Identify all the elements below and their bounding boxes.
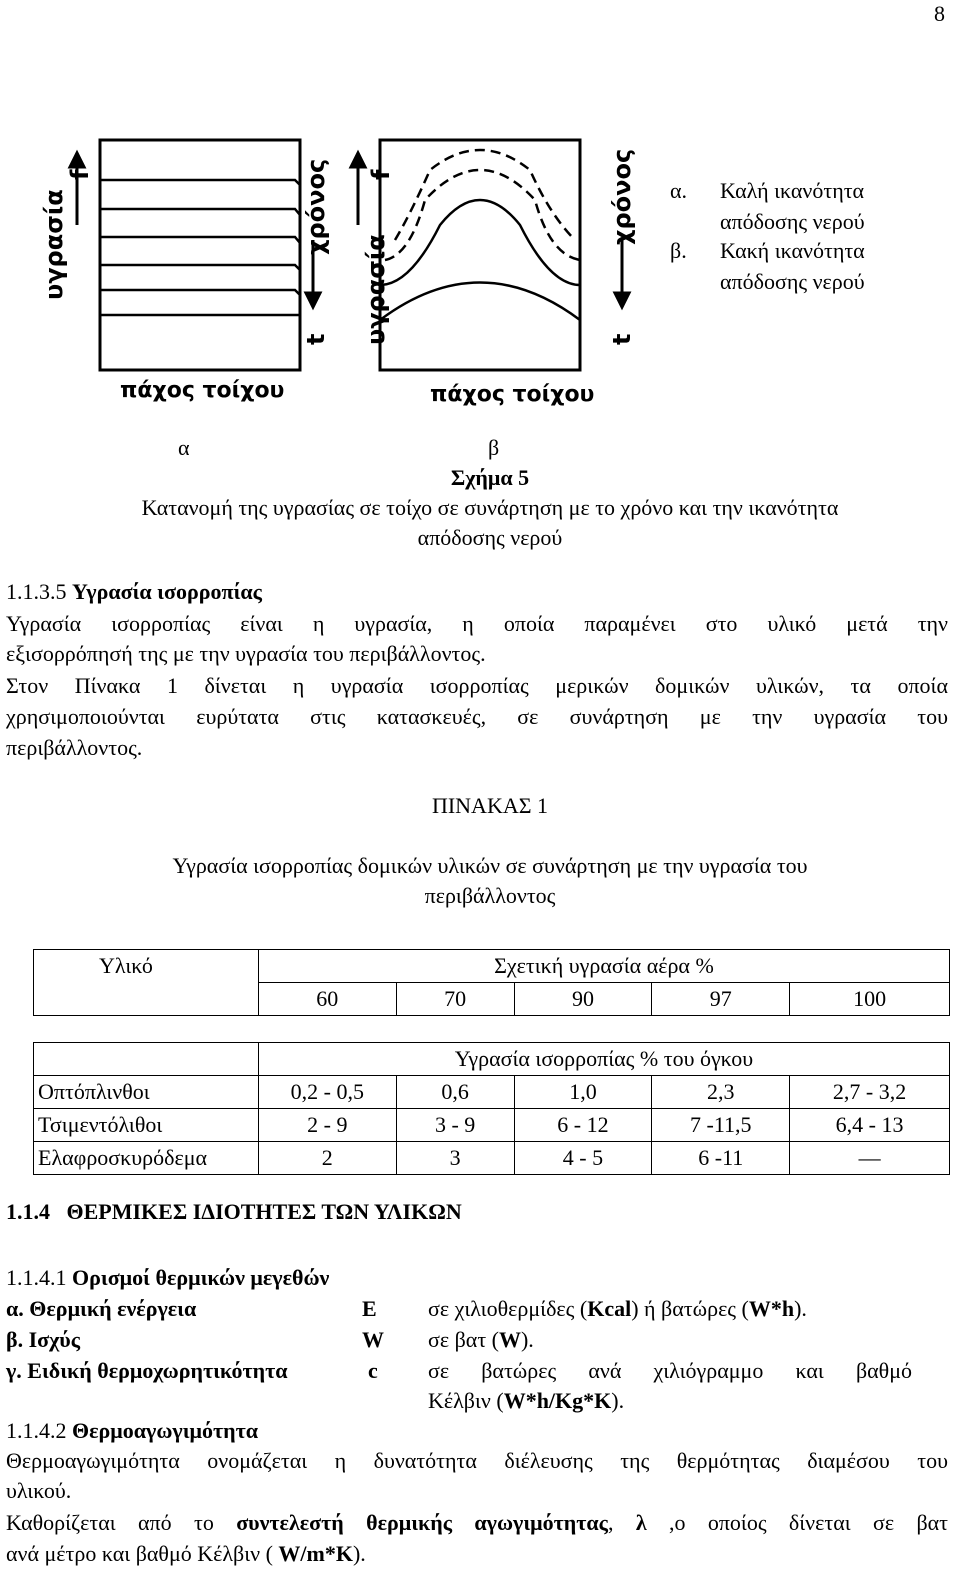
f-label-b: f [367,169,395,180]
unit-symbol: Kcal [587,1296,632,1321]
panel-b-curve-4 [395,150,575,240]
panel-b-curve-1 [380,283,580,321]
paragraph-line: Στον Πίνακα 1 δίνεται η υγρασία ισορροπίας μερικών δομικών υλικών, τα οποία [6,673,948,698]
figure-caption-line2: απόδοσης νερού [417,525,563,550]
table-cell: 7 -11,5 [652,1109,790,1142]
table-cell: 2 [258,1142,396,1175]
table-row [34,1142,950,1175]
panel-a-line-2 [100,290,300,295]
panel-b-curve-3 [385,170,580,260]
panel-a-line-5 [100,209,300,215]
page-number: 8 [934,1,945,26]
table-cell: 0,6 [396,1076,514,1109]
y-axis-label-a: υγρασία [40,189,68,300]
definition-symbol: W [362,1327,384,1352]
table-cell: 6,4 - 13 [790,1109,950,1142]
material-name: Τσιμεντόλιθοι [34,1109,259,1142]
table-title: ΠΙΝΑΚΑΣ 1 [431,793,549,818]
section-number: 1.1.4 [6,1199,50,1224]
section-title: Ορισμοί θερμικών μεγεθών [72,1265,330,1290]
definition-unit [428,1326,534,1354]
paragraph-text: , [607,1510,636,1535]
unit-text: Κέλβιν ( [428,1388,504,1413]
paragraph-line: χρησιμοποιούνται ευρύτατα στις κατασκευές, σε συνάρτηση με την υγρασία του [6,704,948,729]
moisture-distribution-diagram [50,125,660,415]
unit-text: ). [611,1388,625,1413]
panel-a-line-3 [100,265,300,270]
paragraph-text: ,ο οποίος δίνεται σε βατ [646,1510,949,1535]
table-caption-line2: περιβάλλοντος [424,883,556,908]
legend-text-a-1: Καλή ικανότητα [720,178,865,203]
table-cell: 1,0 [514,1076,652,1109]
unit-text: ). [520,1327,534,1352]
header-material: Υλικό [34,950,259,983]
table-cell: 3 [396,1142,514,1175]
legend-marker-b: β. [670,238,687,263]
paragraph-line [6,1540,366,1568]
panel-b-curve-2 [380,200,580,285]
section-1-1-4-1-heading [6,1264,329,1292]
table-cell: 6 -11 [652,1142,790,1175]
unit-text: σε χιλιοθερμίδες ( [428,1296,588,1321]
lambda-symbol: λ [635,1510,647,1535]
unit-text: σε βατ ( [428,1327,499,1352]
table-cell: 6 - 12 [514,1109,652,1142]
t-label-a: t [302,333,330,345]
humidity-level: 70 [396,983,514,1016]
humidity-level: 90 [514,983,652,1016]
paragraph-line [6,1509,948,1537]
paragraph-line: Θερμοαγωγιμότητα ονομάζεται η δυνατότητα διέλευσης της θερμότητας διαμέσου του [6,1448,948,1473]
table-cell: — [790,1142,950,1175]
section-1-1-4-heading [6,1198,462,1226]
subfigure-label-b: β [488,435,500,460]
table-cell: 3 - 9 [396,1109,514,1142]
humidity-level: 100 [790,983,950,1016]
material-name: Ελαφροσκυρόδεμα [34,1142,259,1175]
panel-a [100,140,300,370]
table-cell: 2 - 9 [258,1109,396,1142]
x-axis-label-b: πάχος τοίχου [430,382,595,407]
panel-a-line-4 [100,237,300,243]
subheader-spacer [34,1043,259,1076]
section-title: Θερμοαγωγιμότητα [72,1418,259,1443]
definition-label: β. Ισχύς [6,1327,80,1352]
table-cell: 4 - 5 [514,1142,652,1175]
table-caption-line1: Υγρασία ισορροπίας δομικών υλικών σε συνάρτηση με την υγρασία του [172,853,808,878]
definition-label: γ. Ειδική θερμοχωρητικότητα [6,1358,288,1383]
panel-b [380,140,580,370]
x-axis-label-a: πάχος τοίχου [120,378,285,403]
figure-caption-title: Σχήμα 5 [450,465,530,490]
section-number: 1.1.4.2 [6,1418,67,1443]
table-cell: 2,7 - 3,2 [790,1076,950,1109]
definition-symbol: c [368,1358,378,1383]
panel-b-frame [380,140,580,370]
unit-text: ) ή βατώρες ( [631,1296,749,1321]
definition-symbol: E [362,1296,377,1321]
unit-symbol: W [498,1327,521,1352]
section-title: Υγρασία ισορροπίας [72,579,262,604]
header-humidity: Σχετική υγρασία αέρα % [258,950,949,983]
definition-unit-line2 [428,1387,624,1415]
paragraph-text: Καθορίζεται από το [6,1510,237,1535]
table-cell: 2,3 [652,1076,790,1109]
paragraph-text: ). [352,1541,366,1566]
time-label-b: χρόνος [608,148,636,245]
unit-symbol: W*h/Kg*K [503,1388,612,1413]
section-number: 1.1.3.5 [6,579,67,604]
table-row [34,1109,950,1142]
moisture-table [33,949,950,1175]
legend-marker-a: α. [670,178,688,203]
table-cell: 0,2 - 0,5 [258,1076,396,1109]
unit-symbol: W/m*K [278,1541,353,1566]
humidity-level: 97 [652,983,790,1016]
t-label-b: t [608,333,636,345]
subfigure-label-a: α [178,435,190,460]
paragraph-line: περιβάλλοντος. [6,735,143,760]
section-number: 1.1.4.1 [6,1265,67,1290]
humidity-level: 60 [258,983,396,1016]
paragraph-text: ανά μέτρο και βαθμό Κέλβιν ( [6,1541,279,1566]
subheader-equilibrium: Υγρασία ισορροπίας % του όγκου [258,1043,949,1076]
paragraph-line: εξισορρόπησή της με την υγρασία του περιβάλλοντος. [6,641,486,666]
legend-text-b-2: απόδοσης νερού [720,269,865,294]
time-label-a: χρόνος [302,158,330,255]
figure-caption-line1: Κατανομή της υγρασίας σε τοίχο σε συνάρτηση με το χρόνο και την ικανότητα [141,495,839,520]
term-highlight: συντελεστή θερμικής αγωγιμότητας [236,1510,608,1535]
definition-label: α. Θερμική ενέργεια [6,1296,197,1321]
panel-a-axis [70,153,320,307]
section-title: ΘΕΡΜΙΚΕΣ ΙΔΙΟΤΗΤΕΣ ΤΩΝ ΥΛΙΚΩΝ [66,1199,462,1224]
panel-a-frame [100,140,300,370]
paragraph-line: υλικού. [6,1478,72,1503]
unit-symbol: W*h [748,1296,795,1321]
table-row [34,1076,950,1109]
legend-text-a-2: απόδοσης νερού [720,209,865,234]
table-gap [34,1016,950,1043]
panel-a-line-6 [100,180,300,185]
material-name: Οπτόπλινθοι [34,1076,259,1109]
header-spacer [34,983,259,1016]
y-axis-label-b: υγρασία [362,234,390,345]
definition-unit: σε βατώρες ανά χιλιόγραμμο και βαθμό [428,1358,912,1383]
legend-text-b-1: Κακή ικανότητα [720,238,865,263]
section-1-1-4-2-heading [6,1417,258,1445]
paragraph-line: Υγρασία ισορροπίας είναι η υγρασία, η οποία παραμένει στο υλικό μετά την [6,611,948,636]
unit-text: ). [794,1296,807,1321]
definition-unit [428,1295,807,1323]
section-heading [6,578,262,606]
f-label-a: f [66,169,94,180]
